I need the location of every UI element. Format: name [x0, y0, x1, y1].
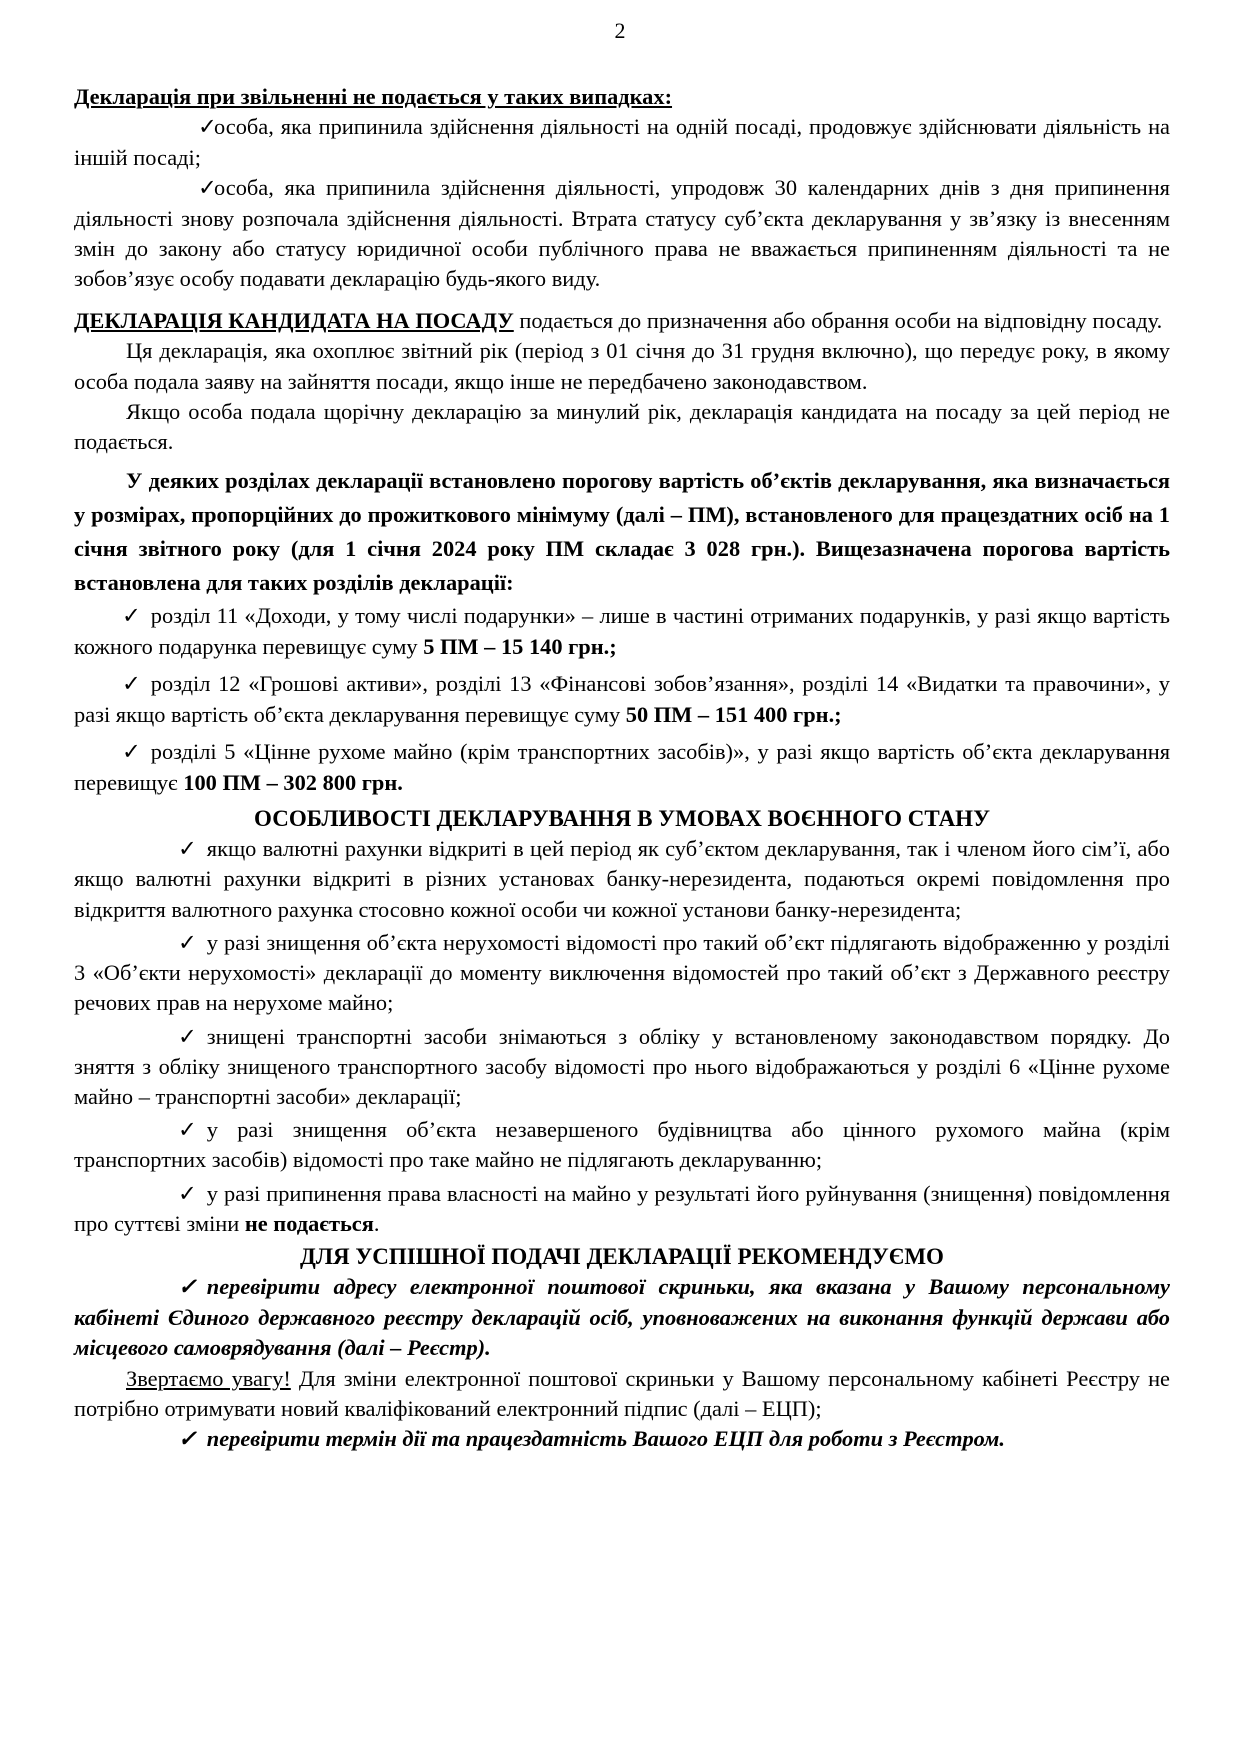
document-body [74, 82, 1170, 1455]
martial-law-item-3-text: знищені транспортні засоби знімаються з обліку у встановленому законодавством порядку. До зняття з обліку знищеного транспортного засобу відомості про нього відображаються у розділі 6 «Цінне рухоме майно – транспортні засоби» декларації; [74, 1023, 1170, 1109]
check-icon: ✓ [178, 929, 197, 955]
recommend-attention [74, 1364, 1170, 1425]
martial-law-item-2-text: у разі знищення об’єкта нерухомості відомості про такий об’єкт підлягають відображенню у розділі 3 «Об’єкти нерухомості» декларації до моменту виключення відомостей про такий об’єкт з Державного реєстру речових прав на нерухоме майно; [74, 929, 1170, 1016]
martial-law-item-5 [74, 1179, 1170, 1239]
candidate-para-2: Якщо особа подала щорічну декларацію за минулий рік, декларація кандидата на посаду за цей період не подається. [74, 399, 1170, 455]
recommend-item-1-text: перевірити адресу електронної поштової скриньки, яка вказана у Вашому персональному кабінеті Єдиного державного реєстру декларацій осіб, уповноважених на виконання функцій держави або місцевого самоврядування (далі – Реєстр). [74, 1274, 1170, 1361]
attention-label: Звертаємо увагу! [126, 1365, 291, 1391]
attention-text: Для зміни електронної поштової скриньки у Вашому персональному кабінеті Реєстру не потрібно отримувати новий кваліфікований електронний підпис (далі – ЕЦП); [74, 1365, 1170, 1421]
recommend-item-1 [74, 1272, 1170, 1363]
threshold-item-3 [74, 736, 1170, 798]
candidate-para-1: Ця декларація, яка охоплює звітний рік (період з 01 січня до 31 грудня включно), що передує року, в якому особа подала заяву на зайняття посади, якщо інше не передбачено законодавством. [74, 338, 1170, 394]
recommend-item-2-text: перевірити термін дії та працездатність Вашого ЕЦП для роботи з Реєстром. [206, 1426, 1005, 1452]
check-icon: ✓ [178, 1180, 197, 1206]
dismissal-heading: Декларація при звільненні не подається у таких випадках: [74, 84, 673, 109]
threshold-list [74, 600, 1170, 798]
martial-law-item-2 [74, 928, 1170, 1019]
martial-law-item-1-text: якщо валютні рахунки відкриті в цей період як суб’єктом декларування, так і членом його сім’ї, або якщо валютні рахунки відкриті в різних установах банку-нерезидента, подаються окремі повідомлення про відкриття валютного рахунка стосовно кожної особи чи кожної установи банку-нерезидента; [74, 836, 1170, 922]
recommend-heading: ДЛЯ УСПІШНОЇ ПОДАЧІ ДЕКЛАРАЦІЇ РЕКОМЕНДУЄМО [300, 1243, 944, 1269]
threshold-item-3-amount: 100 ПМ – 302 800 грн. [183, 769, 403, 795]
check-icon: ✓ [198, 114, 217, 140]
threshold-intro: У деяких розділах декларації встановлено порогову вартість об’єктів декларування, яка визначається у розмірах, пропорційних до прожиткового мінімуму (далі – ПМ), встановленого для працездатних осіб на 1 січня звітного року (для 1 січня 2024 року ПМ складає 3 028 грн.). Вищезазначена порогова вартість встановлена для таких розділів декларації: [74, 467, 1170, 595]
check-icon: ✓ [198, 175, 217, 201]
check-icon: ✓ [178, 1023, 197, 1049]
check-icon: ✓ [178, 836, 197, 862]
martial-law-item-4 [74, 1115, 1170, 1175]
martial-law-heading: ОСОБЛИВОСТІ ДЕКЛАРУВАННЯ В УМОВАХ ВОЄННОГО СТАНУ [254, 805, 990, 831]
martial-law-item-5-text: у разі припинення права власності на майно у результаті його руйнування (знищення) повідомлення про суттєві зміни [74, 1180, 1170, 1236]
martial-law-item-3 [74, 1022, 1170, 1113]
threshold-item-2-amount: 50 ПМ – 151 400 грн.; [625, 701, 842, 727]
check-icon: ✓ [178, 1274, 197, 1300]
martial-law-list [74, 834, 1170, 1239]
threshold-item-3-text: розділі 5 «Цінне рухоме майно (крім транспортних засобів)», у разі якщо вартість об’єкта декларування перевищує [74, 738, 1170, 795]
check-icon: ✓ [122, 738, 141, 764]
page-number: 2 [614, 18, 626, 43]
dismissal-item-2 [74, 173, 1170, 295]
candidate-heading-rest: подається до призначення або обрання особи на відповідну посаду. [513, 307, 1163, 333]
threshold-item-1-text: розділ 11 «Доходи, у тому числі подарунки» – лише в частині отриманих подарунків, у разі якщо вартість кожного подарунка перевищує суму [74, 602, 1170, 659]
check-icon: ✓ [178, 1117, 197, 1143]
candidate-heading-paragraph [74, 306, 1170, 336]
martial-law-item-5-bold: не подається [244, 1210, 374, 1236]
threshold-item-1 [74, 600, 1170, 662]
dismissal-item-1-text: особа, яка припинила здійснення діяльності на одній посаді, продовжує здійснювати діяльність на іншій посаді; [74, 114, 1170, 170]
threshold-item-1-amount: 5 ПМ – 15 140 грн.; [423, 633, 617, 659]
threshold-item-2 [74, 668, 1170, 730]
check-icon: ✓ [178, 1426, 197, 1452]
check-icon: ✓ [122, 602, 141, 628]
martial-law-item-4-text: у разі знищення об’єкта незавершеного будівництва або цінного рухомого майна (крім транспортних засобів) відомості про таке майно не підлягають декларуванню; [74, 1117, 1170, 1173]
martial-law-item-5-end: . [373, 1210, 380, 1236]
check-icon: ✓ [122, 670, 141, 696]
recommend-item-2 [74, 1424, 1170, 1454]
threshold-item-2-text: розділ 12 «Грошові активи», розділі 13 «Фінансові зобов’язання», розділі 14 «Видатки та правочини», у разі якщо вартість об’єкта декларування перевищує суму [74, 670, 1170, 727]
dismissal-item-1 [74, 112, 1170, 173]
candidate-heading: ДЕКЛАРАЦІЯ КАНДИДАТА НА ПОСАДУ [74, 307, 514, 333]
martial-law-item-1 [74, 834, 1170, 925]
dismissal-item-2-text: особа, яка припинила здійснення діяльності, упродовж 30 календарних днів з дня припинення діяльності знову розпочала здійснення діяльності. Втрата статусу суб’єкта декларування у зв’язку із внесенням змін до закону або статусу юридичної особи публічного права не вважається припиненням діяльності та не зобов’язує особу подавати декларацію будь-якого виду. [74, 175, 1170, 292]
